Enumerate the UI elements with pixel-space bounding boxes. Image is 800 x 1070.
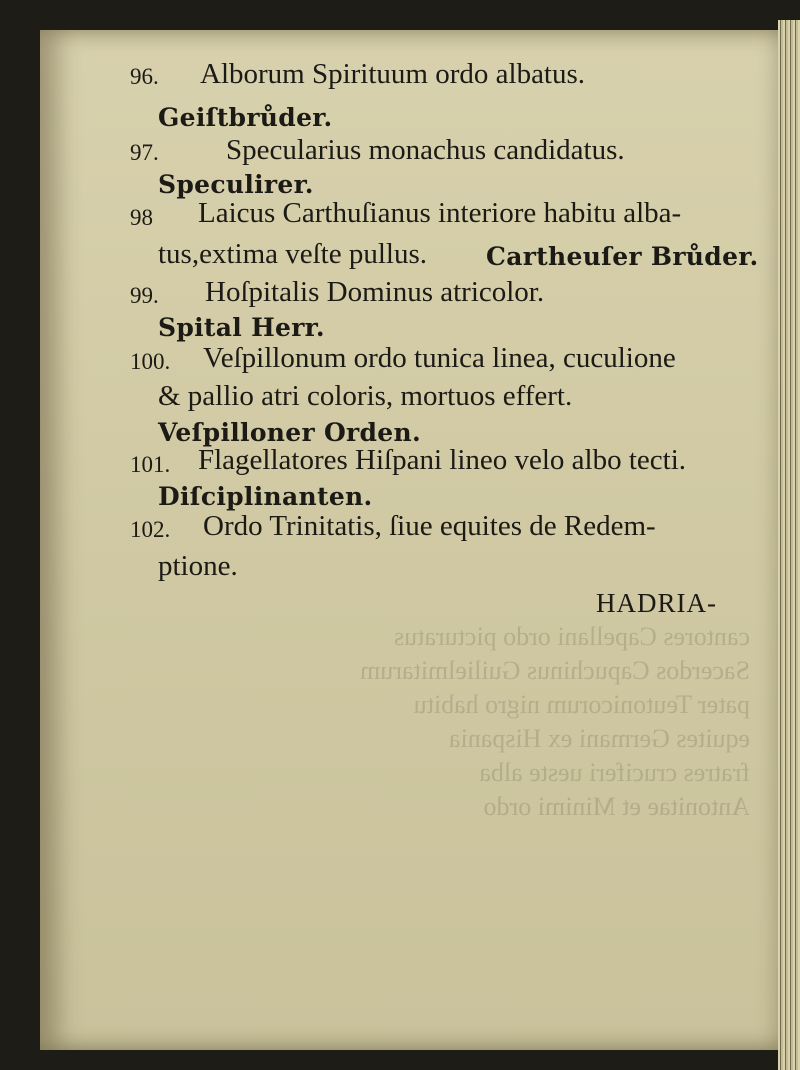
entry-latin-line: Hoſpitalis Dominus atricolor. bbox=[205, 276, 545, 308]
entry-latin-line: ptione. bbox=[158, 550, 238, 582]
entry-number: 97. bbox=[130, 140, 159, 165]
entry-number: 100. bbox=[130, 349, 171, 374]
entry-latin-line: Alborum Spirituum ordo albatus. bbox=[200, 58, 586, 90]
show-through-text: cantores Capellani ordo picturatus Sacerdos Capuchinus Guilielmitarum pater Teutonicorum nigro habitu equites Germani ex Hispania fratres cruciferi ueste alba Antonitae et Minimi ordo bbox=[360, 622, 750, 821]
entry-latin-line: Veſpillonum ordo tunica linea, cuculione bbox=[203, 342, 676, 374]
entry-number: 102. bbox=[130, 517, 171, 542]
entry-latin-line: Specularius monachus candidatus. bbox=[226, 134, 625, 166]
entry-german: Speculirer. bbox=[158, 170, 314, 199]
entry-german: Spital Herr. bbox=[158, 313, 325, 342]
entry-german: Geiſtbrůder. bbox=[158, 103, 333, 132]
entry-number: 101. bbox=[130, 452, 171, 477]
entry-number: 96. bbox=[130, 64, 159, 89]
entry-german: Veſpilloner Orden. bbox=[158, 418, 421, 447]
entry-german: Cartheuſer Brůder. bbox=[486, 242, 759, 271]
entry-number: 99. bbox=[130, 283, 159, 308]
page-edges bbox=[778, 20, 800, 1070]
entry-latin-line: Ordo Trinitatis, ſiue equites de Redem- bbox=[203, 510, 656, 542]
entry-latin-line: tus,extima veſte pullus. bbox=[158, 238, 428, 270]
entry-number: 98 bbox=[130, 205, 153, 230]
entry-latin-line: & pallio atri coloris, mortuos effert. bbox=[158, 380, 573, 412]
entry-german: Diſciplinanten. bbox=[158, 482, 373, 511]
entry-latin-line: Laicus Carthuſianus interiore habitu alba- bbox=[198, 197, 682, 229]
entry-latin-line: Flagellatores Hiſpani lineo velo albo tecti. bbox=[198, 444, 687, 476]
catchword: HADRIA- bbox=[596, 588, 717, 618]
